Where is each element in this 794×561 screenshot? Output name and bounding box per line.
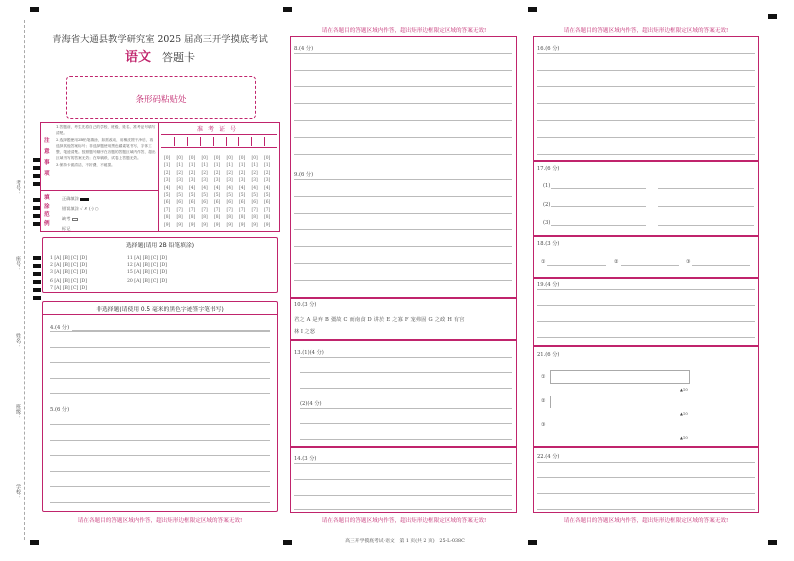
answer-line[interactable]	[294, 479, 512, 480]
answer-box-q14	[290, 447, 517, 513]
exam-no-bubble[interactable]: [1]	[214, 163, 221, 169]
q21-char-mark: ▲10	[680, 435, 688, 440]
exam-no-bubble[interactable]: [7]	[251, 207, 258, 213]
answer-line[interactable]	[294, 154, 512, 155]
answer-line[interactable]	[294, 120, 512, 121]
side-label-seat: 座号：	[15, 256, 21, 271]
answer-line[interactable]	[537, 337, 755, 338]
exam-no-bubble[interactable]: [0]	[251, 156, 258, 161]
exam-no-bubble[interactable]: [2]	[239, 170, 246, 176]
q18-label: 18.(3 分)	[537, 241, 560, 247]
page-title: 青海省大通县教学研究室 2025 届高三开学摸底考试	[52, 34, 268, 45]
choice-row[interactable]: 11 [A] [B] [C] [D]	[127, 256, 167, 261]
exam-no-bubble[interactable]: [4]	[189, 185, 196, 191]
answer-line[interactable]	[294, 509, 512, 510]
timing-bar	[33, 288, 41, 292]
answer-line[interactable]	[294, 53, 512, 54]
exam-no-bubble[interactable]: [7]	[164, 207, 171, 213]
fill-title: 填涂范例	[44, 195, 50, 227]
q21-2-label: ②	[541, 398, 546, 404]
exam-no-bubble[interactable]: [2]	[251, 170, 258, 176]
q8-label: 8.(4 分)	[294, 46, 314, 52]
answer-line[interactable]	[300, 423, 512, 424]
page-footer: 高三开学摸底考试·语文 第 1 页(共 2 页) 25-L-038C	[345, 539, 465, 544]
q10-text: 君之 A 是弃 B 彊故 C 而南食 D 讲於 E 之寡 F 宠弗固 G 之政 H 有宫	[294, 317, 465, 323]
q22-label: 22.(4 分)	[537, 454, 560, 460]
answer-line[interactable]	[692, 265, 750, 266]
answer-line[interactable]	[300, 439, 512, 440]
answer-box-q18	[533, 236, 759, 278]
exam-no-bubble[interactable]: [6]	[214, 200, 221, 206]
side-label-school: 学校：	[15, 484, 21, 499]
exam-no-bubble[interactable]: [9]	[239, 222, 246, 228]
exam-no-bubble[interactable]: [8]	[201, 215, 208, 221]
answer-line[interactable]	[537, 462, 755, 463]
exam-no-bubble[interactable]: [5]	[201, 193, 208, 198]
exam-no-bubble[interactable]: [3]	[201, 178, 208, 184]
q16-label: 16.(6 分)	[537, 46, 560, 52]
answer-line[interactable]	[300, 357, 512, 358]
answer-line[interactable]	[537, 509, 755, 510]
answer-line[interactable]	[50, 378, 270, 379]
warning-text: 请在各题目的答题区域内作答，超出矩形边框限定区域的答案无效!	[321, 28, 487, 34]
side-label-name: 姓名：	[15, 333, 21, 348]
fill-mark-label: 标记	[62, 226, 71, 231]
answer-line[interactable]	[547, 265, 606, 266]
subject-title	[40, 46, 280, 65]
exam-no-bubble[interactable]: [6]	[264, 200, 271, 206]
fill-correct-label: 正确填涂	[62, 196, 79, 201]
exam-no-bubble[interactable]: [0]	[226, 156, 233, 161]
exam-no-bubble[interactable]: [0]	[164, 156, 171, 161]
exam-no-write-row	[161, 134, 277, 148]
exam-no-cell-divider	[264, 137, 265, 146]
answer-line[interactable]	[72, 330, 270, 331]
answer-line[interactable]	[294, 103, 512, 104]
exam-no-bubble[interactable]: [4]	[176, 185, 183, 191]
timing-mark	[768, 540, 777, 545]
notice-line: 2.选择题使用2B铅笔填涂，如需改动，用橡皮擦干净后，再选择其他答案标号；非选择题使用黑色碳素笔书写，字体工整，笔迹清楚。按照题号顺序在各题的答题区域内作答，超出区域书写的答案无效；在草稿纸、试卷上答题无效。	[56, 137, 156, 161]
warning-text: 请在各题目的答题区域内作答，超出矩形边框限定区域的答案无效!	[563, 518, 729, 524]
exam-no-bubble[interactable]: [7]	[239, 207, 246, 213]
fill-wrong-marks: ✓ ✗ (·) ○	[80, 206, 99, 211]
choice-row[interactable]: 1 [A] [B] [C] [D]	[50, 256, 87, 261]
answer-line[interactable]	[50, 393, 270, 394]
exam-no-bubble[interactable]: [3]	[214, 178, 221, 184]
exam-no-bubble[interactable]: [9]	[164, 222, 171, 228]
exam-no-cell-divider	[226, 137, 227, 146]
exam-no-bubble[interactable]: [5]	[251, 193, 258, 198]
timing-bar	[33, 280, 41, 284]
answer-line[interactable]	[294, 137, 512, 138]
exam-no-bubble[interactable]: [5]	[226, 193, 233, 198]
exam-no-bubble[interactable]: [9]	[189, 222, 196, 228]
exam-no-bubble[interactable]: [2]	[226, 170, 233, 176]
timing-bar	[33, 256, 41, 260]
exam-no-bubble[interactable]: [6]	[176, 200, 183, 206]
side-label-exam-no: 考号：	[15, 180, 21, 195]
exam-no-cell-divider	[174, 137, 175, 146]
fill-missing-label: 缺考	[62, 216, 71, 221]
q17-2-label: (2)	[543, 202, 551, 208]
info-divider-h	[40, 190, 158, 191]
exam-no-bubble[interactable]: [0]	[201, 156, 208, 161]
warning-text: 请在各题目的答题区域内作答，超出矩形边框限定区域的答案无效!	[77, 518, 243, 524]
exam-no-bubble[interactable]: [3]	[164, 178, 171, 184]
answer-line[interactable]	[537, 103, 755, 104]
choice-row[interactable]: 7 [A] [B] [C] [D]	[50, 286, 87, 291]
exam-no-bubble[interactable]: [8]	[164, 215, 171, 221]
exam-no-bubble[interactable]: [6]	[201, 200, 208, 206]
exam-no-bubble[interactable]: [4]	[264, 185, 271, 191]
choice-row[interactable]: 20 [A] [B] [C] [D]	[127, 279, 167, 284]
exam-no-bubble[interactable]: [4]	[201, 185, 208, 191]
answer-line[interactable]	[294, 196, 512, 197]
exam-no-bubble[interactable]: [9]	[201, 222, 208, 228]
timing-mark	[30, 7, 39, 12]
exam-no-bubble[interactable]: [3]	[239, 178, 246, 184]
exam-no-bubble[interactable]: [5]	[189, 193, 196, 198]
notice-title: 注意事项	[44, 138, 50, 177]
exam-no-bubble[interactable]: [5]	[176, 193, 183, 198]
answer-line[interactable]	[537, 120, 755, 121]
answer-box-q21	[533, 346, 759, 447]
exam-no-bubble[interactable]: [9]	[214, 222, 221, 228]
fill-examples	[62, 194, 157, 234]
answer-line[interactable]	[294, 213, 512, 214]
answer-line[interactable]	[537, 477, 755, 478]
exam-no-bubble[interactable]: [1]	[239, 163, 246, 169]
q17-label: 17.(6 分)	[537, 166, 560, 172]
notice-text	[56, 124, 156, 168]
answer-line[interactable]	[50, 455, 270, 456]
side-label-class: 班级：	[15, 404, 21, 419]
answer-line[interactable]	[294, 70, 512, 71]
exam-no-bubble[interactable]: [0]	[264, 156, 271, 161]
timing-bar	[33, 272, 41, 276]
exam-no-bubble[interactable]: [8]	[189, 215, 196, 221]
exam-no-bubble[interactable]: [5]	[264, 193, 271, 198]
answer-line[interactable]	[294, 229, 512, 230]
exam-no-bubble[interactable]: [3]	[176, 178, 183, 184]
exam-no-bubble[interactable]: [5]	[239, 193, 246, 198]
nonchoice-box	[42, 301, 278, 512]
exam-no-bubble[interactable]: [2]	[189, 170, 196, 176]
exam-no-bubble[interactable]: [5]	[164, 193, 171, 198]
answer-line[interactable]	[537, 137, 755, 138]
q5-label: 5.(6 分)	[50, 407, 70, 413]
answer-line[interactable]	[537, 70, 755, 71]
q14-label: 14.(3 分)	[294, 456, 317, 462]
answer-line[interactable]	[658, 225, 754, 226]
exam-no-bubble[interactable]: [1]	[251, 163, 258, 169]
choice-title: 选择题(请用 2B 铅笔填涂)	[125, 243, 195, 249]
q21-char-mark: ▲10	[680, 411, 688, 416]
answer-line[interactable]	[537, 53, 755, 54]
answer-line[interactable]	[537, 321, 755, 322]
exam-no-bubble[interactable]: [0]	[189, 156, 196, 161]
exam-no-cell-divider	[187, 137, 188, 146]
answer-line[interactable]	[294, 495, 512, 496]
warning-text: 请在各题目的答题区域内作答，超出矩形边框限定区域的答案无效!	[563, 28, 729, 34]
exam-no-bubble[interactable]: [3]	[226, 178, 233, 184]
answer-line[interactable]	[294, 463, 512, 464]
answer-line[interactable]	[294, 179, 512, 180]
answer-line[interactable]	[551, 206, 646, 207]
q17-3-label: (3)	[543, 220, 551, 226]
answer-box-q8-q9	[290, 36, 517, 298]
answer-line[interactable]	[537, 154, 755, 155]
exam-no-cell-divider	[251, 137, 252, 146]
timing-mark	[528, 7, 537, 12]
exam-no-bubble[interactable]: [9]	[226, 222, 233, 228]
q10-text: 林 I 之怒	[294, 329, 315, 335]
info-divider	[158, 122, 159, 232]
exam-no-bubble[interactable]: [1]	[226, 163, 233, 169]
exam-no-cell-divider	[200, 137, 201, 146]
answer-line[interactable]	[300, 372, 512, 373]
exam-no-bubble[interactable]: [6]	[239, 200, 246, 206]
exam-no-bubble[interactable]: [6]	[251, 200, 258, 206]
exam-no-bubble[interactable]: [1]	[164, 163, 171, 169]
exam-no-bubble[interactable]: [4]	[164, 185, 171, 191]
nonchoice-title-rule	[42, 314, 278, 315]
timing-mark	[768, 14, 777, 19]
answer-line[interactable]	[50, 331, 270, 332]
choice-row[interactable]: 12 [A] [B] [C] [D]	[127, 263, 167, 268]
exam-no-bubble[interactable]: [8]	[214, 215, 221, 221]
q21-write-box	[550, 370, 690, 384]
exam-no-bubble[interactable]: [7]	[226, 207, 233, 213]
exam-no-bubble[interactable]: [2]	[264, 170, 271, 176]
answer-line[interactable]	[537, 305, 755, 306]
notice-line: 3.保持卡面清洁，不折叠，不破损。	[56, 162, 115, 167]
answer-line[interactable]	[50, 486, 270, 487]
answer-box-q16	[533, 36, 759, 161]
answer-line[interactable]	[294, 263, 512, 264]
answer-line[interactable]	[621, 265, 679, 266]
timing-mark	[283, 7, 292, 12]
q4-label: 4.(4 分)	[50, 325, 70, 331]
exam-no-bubble[interactable]: [8]	[264, 215, 271, 221]
exam-no-grid	[164, 156, 276, 230]
exam-no-bubble[interactable]: [4]	[226, 185, 233, 191]
exam-no-bubble[interactable]: [8]	[176, 215, 183, 221]
subject-label: 语文	[124, 50, 151, 65]
exam-no-bubble[interactable]: [8]	[226, 215, 233, 221]
barcode-label: 条形码粘贴处	[135, 95, 187, 105]
q21-char-mark: ▲10	[680, 387, 688, 392]
exam-no-bubble[interactable]: [7]	[201, 207, 208, 213]
answer-line[interactable]	[50, 471, 270, 472]
exam-no-bubble[interactable]: [6]	[164, 200, 171, 206]
q13-2-label: (2)(4 分)	[300, 401, 322, 407]
q18-1-label: ①	[541, 259, 546, 265]
q13-1-label: 13.(1)(4 分)	[294, 350, 324, 356]
q21-1-label: ①	[541, 374, 546, 380]
answer-line[interactable]	[50, 347, 270, 348]
q21-3-label: ③	[541, 422, 546, 428]
exam-no-bubble[interactable]: [6]	[226, 200, 233, 206]
exam-no-bubble[interactable]: [2]	[164, 170, 171, 176]
exam-no-bubble[interactable]: [2]	[176, 170, 183, 176]
answer-box-q22	[533, 447, 759, 513]
card-label: 答题卡	[162, 51, 196, 64]
binding-line	[24, 20, 25, 540]
exam-no-bubble[interactable]: [2]	[201, 170, 208, 176]
exam-no-bubble[interactable]: [1]	[176, 163, 183, 169]
q18-3-label: ③	[686, 259, 691, 265]
notice-line: 1.答题前，考生先将自己的学校、班级、姓名、准考证号填写清楚。	[56, 125, 156, 136]
q9-label: 9.(6 分)	[294, 172, 314, 178]
exam-no-bubble[interactable]: [9]	[264, 222, 271, 228]
answer-line[interactable]	[658, 188, 754, 189]
q21-label: 21.(6 分)	[537, 352, 560, 358]
answer-line[interactable]	[551, 188, 646, 189]
answer-line[interactable]	[551, 225, 646, 226]
timing-mark	[30, 540, 39, 545]
exam-no-bubble[interactable]: [8]	[239, 215, 246, 221]
answer-line[interactable]	[537, 493, 755, 494]
timing-bar	[33, 264, 41, 268]
choice-row[interactable]: 15 [A] [B] [C] [D]	[127, 270, 167, 275]
warning-text: 请在各题目的答题区域内作答，超出矩形边框限定区域的答案无效!	[321, 518, 487, 524]
answer-line[interactable]	[294, 246, 512, 247]
exam-no-bubble[interactable]: [1]	[201, 163, 208, 169]
exam-no-bubble[interactable]: [9]	[251, 222, 258, 228]
exam-no-bubble[interactable]: [3]	[251, 178, 258, 184]
answer-line[interactable]	[537, 289, 755, 290]
answer-line[interactable]	[50, 362, 270, 363]
answer-line[interactable]	[537, 86, 755, 87]
timing-bar	[33, 296, 41, 300]
exam-no-bubble[interactable]: [7]	[189, 207, 196, 213]
exam-no-bubble[interactable]: [4]	[214, 185, 221, 191]
exam-no-bubble[interactable]: [3]	[264, 178, 271, 184]
exam-no-bubble[interactable]: [7]	[214, 207, 221, 213]
answer-line[interactable]	[300, 388, 512, 389]
choice-row[interactable]: 2 [A] [B] [C] [D]	[50, 263, 87, 268]
exam-no-title: 准考证号	[196, 126, 241, 133]
choice-row[interactable]: 6 [A] [B] [C] [D]	[50, 279, 87, 284]
choice-row[interactable]: 3 [A] [B] [C] [D]	[50, 270, 87, 275]
answer-line[interactable]	[50, 440, 270, 441]
exam-no-bubble[interactable]: [1]	[264, 163, 271, 169]
exam-no-bubble[interactable]: [7]	[264, 207, 271, 213]
q10-label: 10.(3 分)	[294, 302, 317, 308]
exam-no-bubble[interactable]: [0]	[176, 156, 183, 161]
fill-wrong-label: 错误填涂	[62, 206, 79, 211]
exam-no-bubble[interactable]: [4]	[239, 185, 246, 191]
answer-line[interactable]	[294, 280, 512, 281]
answer-line[interactable]	[50, 424, 270, 425]
exam-no-bubble[interactable]: [3]	[189, 178, 196, 184]
q17-1-label: (1)	[543, 183, 551, 189]
nonchoice-title: 非选择题(请使用 0.5 毫米的黑色字迹签字笔书写)	[96, 307, 224, 313]
exam-no-bubble[interactable]: [4]	[251, 185, 258, 191]
exam-no-cell-divider	[213, 137, 214, 146]
answer-line[interactable]	[658, 206, 754, 207]
exam-no-bubble[interactable]: [7]	[176, 207, 183, 213]
q18-2-label: ②	[614, 259, 619, 265]
exam-no-bubble[interactable]: [6]	[189, 200, 196, 206]
exam-no-bubble[interactable]: [9]	[176, 222, 183, 228]
exam-no-bubble[interactable]: [8]	[251, 215, 258, 221]
answer-line[interactable]	[294, 86, 512, 87]
exam-no-bubble[interactable]: [1]	[189, 163, 196, 169]
exam-no-bubble[interactable]: [0]	[239, 156, 246, 161]
q19-label: 19.(4 分)	[537, 282, 560, 288]
q21-write-box	[550, 396, 551, 408]
exam-no-bubble[interactable]: [5]	[214, 193, 221, 198]
answer-line[interactable]	[50, 502, 270, 503]
exam-no-bubble[interactable]: [0]	[214, 156, 221, 161]
answer-line[interactable]	[300, 408, 512, 409]
exam-no-bubble[interactable]: [2]	[214, 170, 221, 176]
exam-no-cell-divider	[238, 137, 239, 146]
